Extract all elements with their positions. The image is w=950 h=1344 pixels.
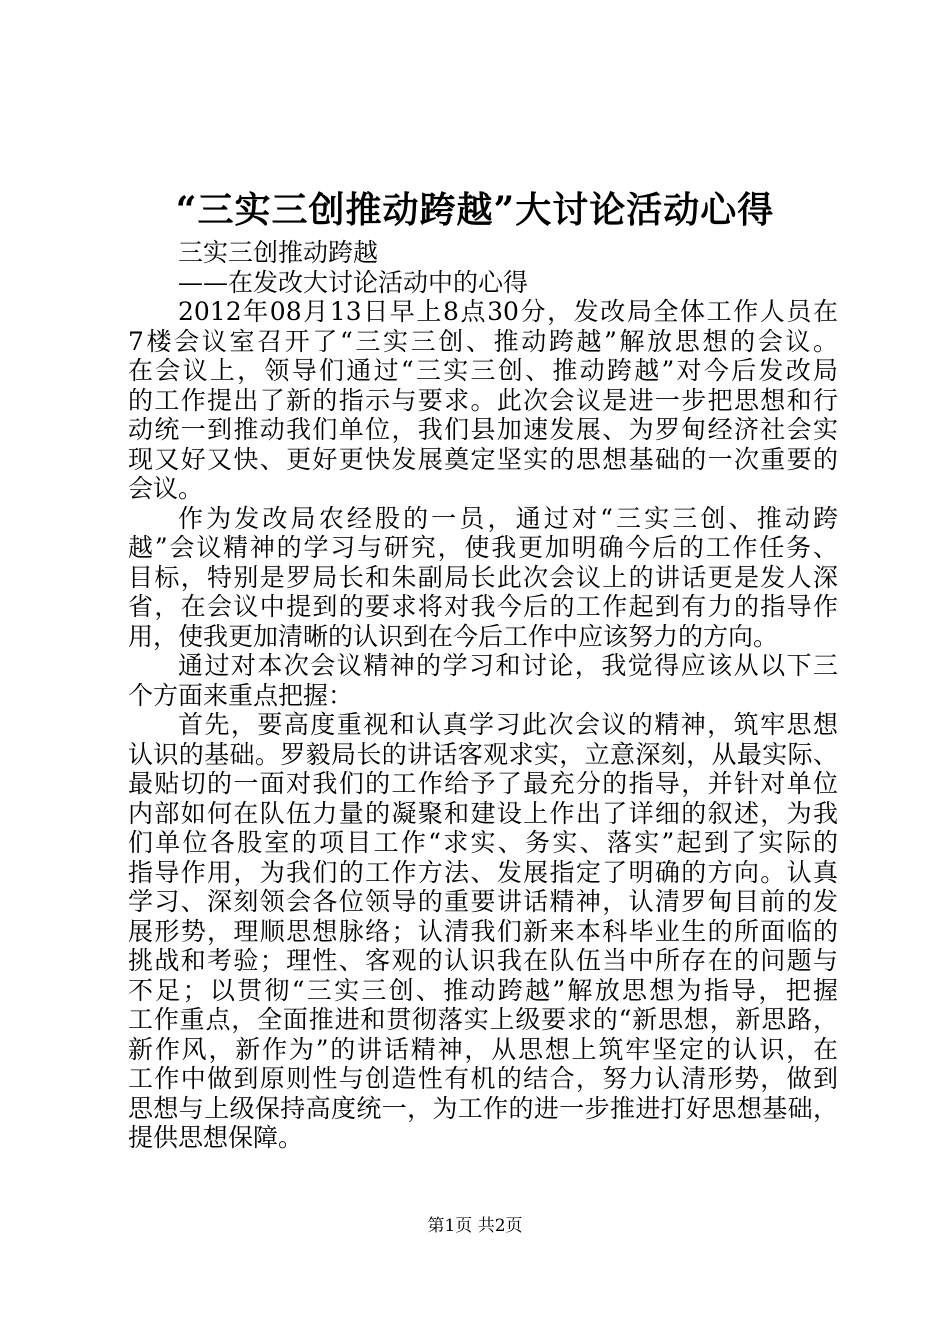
- paragraph-line: 工作中做到原则性与创造性有机的结合，努力认清形势，做到: [128, 1064, 838, 1093]
- paragraph-line: 工作重点，全面推进和贯彻落实上级要求的“新思想，新思路，: [128, 1005, 838, 1034]
- paragraph-line: 不足；以贯彻“三实三创、推动跨越”解放思想为指导，把握: [128, 975, 838, 1005]
- paragraph-line: 现又好又快、更好更快发展奠定坚实的思想基础的一次重要的: [128, 444, 838, 474]
- paragraph-line: 动统一到推动我们单位，我们县加速发展、为罗甸经济社会实: [128, 415, 838, 444]
- paragraph-line: 越”会议精神的学习与研究，使我更加明确今后的工作任务、: [128, 533, 838, 562]
- paragraph-line: 内部如何在队伍力量的凝聚和建设上作出了详细的叙述，为我: [128, 798, 838, 828]
- paragraph-line: 指导作用，为我们的工作方法、发展指定了明确的方向。认真: [128, 857, 838, 887]
- paragraph-line: 作为发改局农经股的一员，通过对“三实三创、推动跨: [178, 503, 838, 533]
- paragraph-line: 新作风，新作为”的讲话精神，从思想上筑牢坚定的认识，在: [128, 1034, 838, 1064]
- paragraph-line: 首先，要高度重视和认真学习此次会议的精神，筑牢思想: [178, 710, 838, 739]
- page-number-footer: 第1页 共2页: [427, 1216, 523, 1236]
- paragraph-line: 们单位各股室的项目工作“求实、务实、落实”起到了实际的: [128, 828, 838, 857]
- subtitle-line: 三实三创推动跨越: [178, 238, 379, 267]
- paragraph-line: 通过对本次会议精神的学习和讨论，我觉得应该从以下三: [178, 651, 838, 680]
- paragraph-line: 最贴切的一面对我们的工作给予了最充分的指导，并针对单位: [128, 769, 838, 798]
- paragraph-line: 挑战和考验；理性、客观的认识我在队伍当中所存在的问题与: [128, 946, 838, 975]
- paragraph-line: 会议。: [128, 474, 204, 503]
- paragraph-line: 的工作提出了新的指示与要求。此次会议是进一步把思想和行: [128, 385, 838, 415]
- paragraph-line: 个方面来重点把握：: [128, 680, 354, 710]
- document-title: “三实三创推动跨越”大讨论活动心得: [175, 189, 775, 231]
- paragraph-line: 2012年08月13日早上8点30分，发改局全体工作人员在: [178, 297, 838, 326]
- paragraph-line: 学习、深刻领会各位领导的重要讲话精神，认清罗甸目前的发: [128, 887, 838, 916]
- paragraph-line: 7楼会议室召开了“三实三创、推动跨越”解放思想的会议。: [128, 326, 838, 356]
- paragraph-line: 目标，特别是罗局长和朱副局长此次会议上的讲话更是发人深: [128, 562, 838, 592]
- paragraph-line: 用，使我更加清晰的认识到在今后工作中应该努力的方向。: [128, 621, 779, 651]
- paragraph-line: 提供思想保障。: [128, 1123, 304, 1152]
- paragraph-line: 省，在会议中提到的要求将对我今后的工作起到有力的指导作: [128, 592, 838, 621]
- paragraph-line: 在会议上，领导们通过“三实三创、推动跨越”对今后发改局: [128, 356, 838, 385]
- paragraph-line: 展形势，理顺思想脉络；认清我们新来本科毕业生的所面临的: [128, 916, 838, 946]
- document-body: [128, 238, 838, 1153]
- paragraph-line: 思想与上级保持高度统一，为工作的进一步推进打好思想基础，: [128, 1093, 838, 1123]
- paragraph-line: 认识的基础。罗毅局长的讲话客观求实，立意深刻，从最实际、: [128, 739, 838, 769]
- subtitle-line: ——在发改大讨论活动中的心得: [178, 267, 529, 297]
